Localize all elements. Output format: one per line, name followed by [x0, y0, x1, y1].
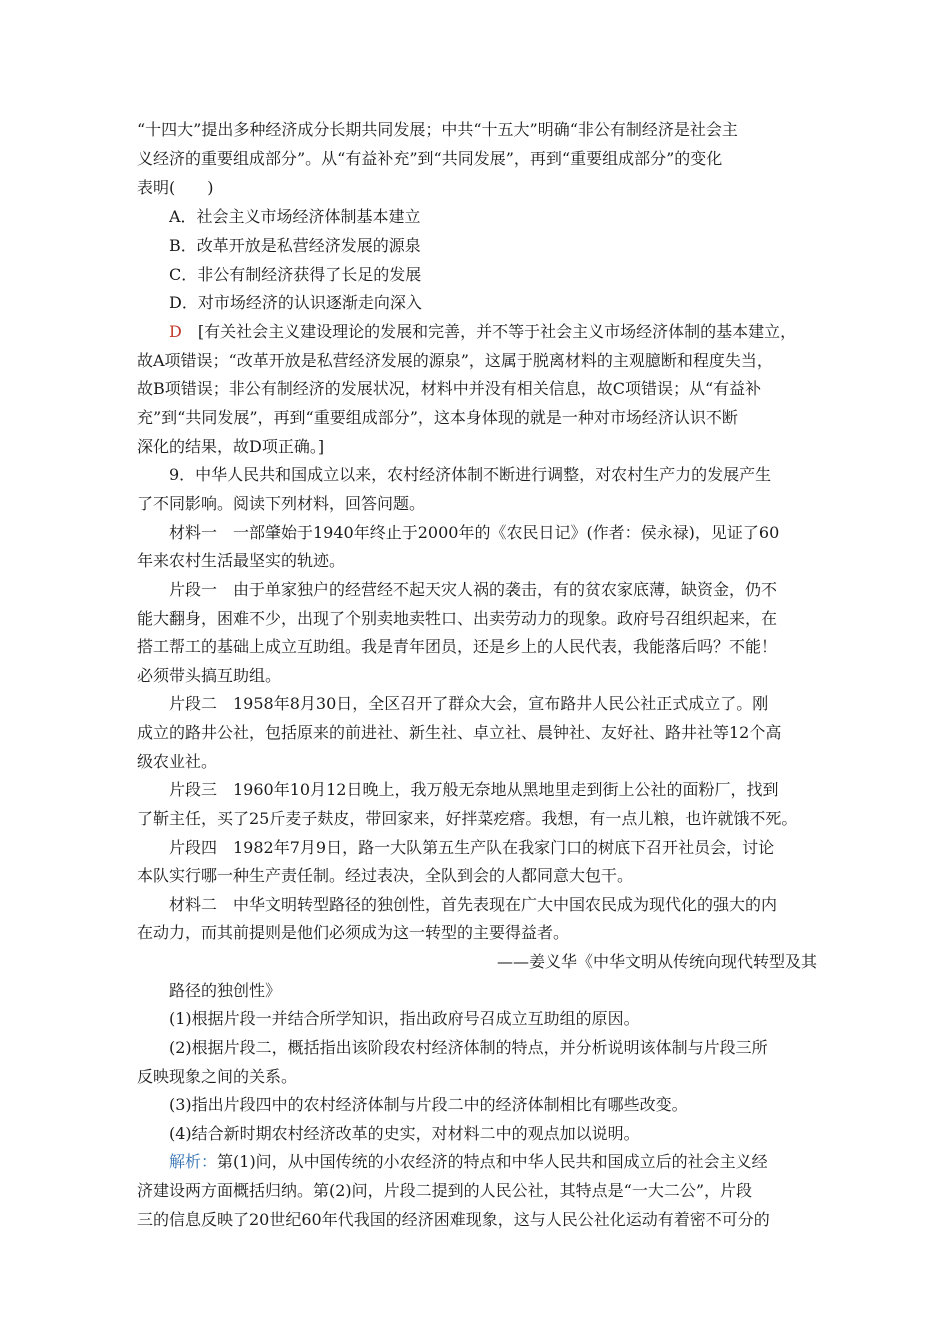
- fragment3-line: 了靳主任，买了25斤麦子麸皮，带回家来，好拌菜疙瘩。我想，有一点儿粮，也许就饿不死。: [137, 809, 798, 828]
- subquestion-4: (4)结合新时期农村经济改革的史实，对材料二中的观点加以说明。: [169, 1124, 640, 1143]
- q9-intro-line: 9．中华人民共和国成立以来，农村经济体制不断进行调整，对农村生产力的发展产生: [169, 465, 772, 484]
- fragment1-line: 片段一 由于单家独户的经营经不起天灾人祸的袭击，有的贫农家底薄，缺资金，仍不: [169, 580, 778, 599]
- q8-explanation-line: 充”到“共同发展”，再到“重要组成部分”，这本身体现的就是一种对市场经济认识不断: [137, 408, 738, 427]
- q8-stem-line: 义经济的重要组成部分”。从“有益补充”到“共同发展”，再到“重要组成部分”的变化: [137, 149, 723, 168]
- subquestion-3: (3)指出片段四中的农村经济体制与片段二中的经济体制相比有哪些改变。: [169, 1095, 688, 1114]
- q8-explanation-line: 故B项错误；非公有制经济的发展状况，材料中并没有相关信息，故C项错误；从“有益补: [137, 379, 762, 398]
- analysis-label: 解析：: [169, 1152, 218, 1171]
- q8-option-a: A．社会主义市场经济体制基本建立: [169, 207, 421, 226]
- q8-explanation-line: 故A项错误；“改革开放是私营经济发展的源泉”，这属于脱离材料的主观臆断和程度失当，: [137, 351, 773, 370]
- material2-line: 在动力，而其前提则是他们必须成为这一转型的主要得益者。: [137, 923, 570, 942]
- analysis-line: [169, 1152, 817, 1172]
- subquestion-2-cont: 反映现象之间的关系。: [137, 1067, 298, 1086]
- q8-answer-line: [169, 322, 817, 342]
- material1-line: 材料一 一部肇始于1940年终止于2000年的《农民日记》(作者：侯永禄)，见证了60: [169, 523, 780, 542]
- fragment2-line: 成立的路井公社，包括原来的前进社、新生社、卓立社、晨钟社、友好社、路井社等12个高: [137, 723, 782, 742]
- fragment4-line: 本队实行哪一种生产责任制。经过表决，全队到会的人都同意大包干。: [137, 866, 634, 885]
- material2-line: 材料二 中华文明转型路径的独创性，首先表现在广大中国农民成为现代化的强大的内: [169, 895, 778, 914]
- source-citation: ——姜义华《中华文明从传统向现代转型及其: [496, 952, 817, 971]
- subquestion-2: (2)根据片段二，概括指出该阶段农村经济体制的特点，并分析说明该体制与片段三所: [169, 1038, 768, 1057]
- fragment1-line: 能大翻身，困难不少，出现了个别卖地卖牲口、出卖劳动力的现象。政府号召组织起来，在: [137, 609, 778, 628]
- fragment1-line: 搭工帮工的基础上成立互助组。我是青年团员，还是乡上的人民代表，我能落后吗？不能！: [137, 637, 778, 656]
- material1-line: 年来农村生活最坚实的轨迹。: [137, 551, 346, 570]
- q9-intro-line: 了不同影响。阅读下列材料，回答问题。: [137, 494, 426, 513]
- q8-explanation-line: [有关社会主义建设理论的发展和完善，并不等于社会主义市场经济体制的基本建立，: [181, 322, 797, 341]
- q8-answer: D: [169, 322, 182, 341]
- q8-option-d: D．对市场经济的认识逐渐走向深入: [169, 293, 422, 312]
- subquestion-1: (1)根据片段一并结合所学知识，指出政府号召成立互助组的原因。: [169, 1009, 640, 1028]
- fragment1-line: 必须带头搞互助组。: [137, 666, 282, 685]
- source-citation: 路径的独创性》: [169, 981, 282, 1000]
- q8-stem-line: 表明( ): [137, 178, 214, 197]
- q8-explanation-line: 深化的结果，故D项正确。]: [137, 437, 325, 456]
- analysis-line: 济建设两方面概括归纳。第(2)问，片段二提到的人民公社，其特点是“一大二公”，片段: [137, 1181, 753, 1200]
- fragment2-line: 级农业社。: [137, 752, 218, 771]
- q8-option-c: C．非公有制经济获得了长足的发展: [169, 265, 422, 284]
- fragment4-line: 片段四 1982年7月9日，路一大队第五生产队在我家门口的树底下召开社员会，讨论: [169, 838, 775, 857]
- analysis-line: 三的信息反映了20世纪60年代我国的经济困难现象，这与人民公社化运动有着密不可分的: [137, 1210, 770, 1229]
- q8-option-b: B．改革开放是私营经济发展的源泉: [169, 236, 421, 255]
- q8-stem-line: “十四大”提出多种经济成分长期共同发展；中共“十五大”明确“非公有制经济是社会主: [137, 120, 738, 139]
- analysis-text: 第(1)问，从中国传统的小农经济的特点和中华人民共和国成立后的社会主义经: [217, 1152, 768, 1171]
- fragment3-line: 片段三 1960年10月12日晚上，我万般无奈地从黑地里走到街上公社的面粉厂，找到: [169, 780, 779, 799]
- fragment2-line: 片段二 1958年8月30日，全区召开了群众大会，宣布路井人民公社正式成立了。刚: [169, 694, 769, 713]
